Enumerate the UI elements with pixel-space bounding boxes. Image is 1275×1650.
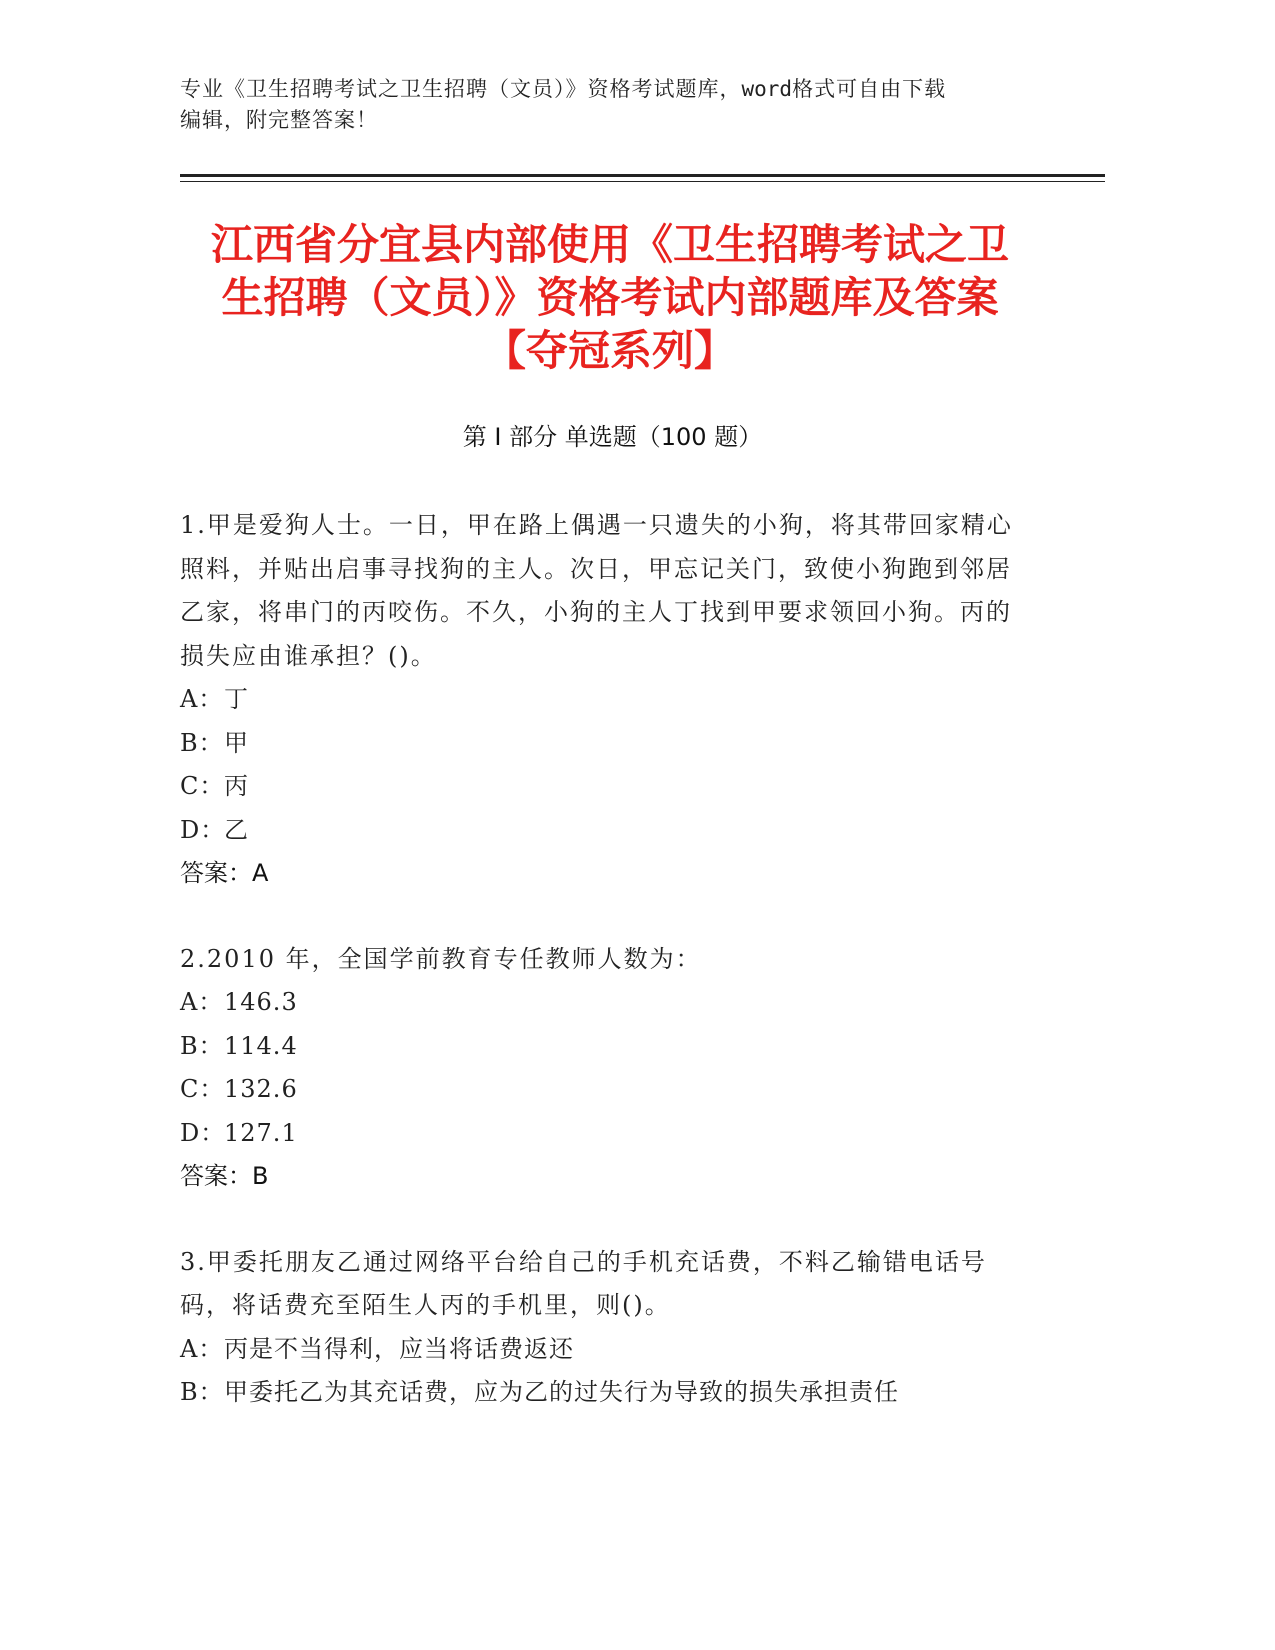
answer: 答案：B [180,1162,269,1190]
question-2 [180,938,1030,1199]
option-d [180,809,1030,853]
question-stem: 1.甲是爱狗人士。一日，甲在路上偶遇一只遗失的小狗，将其带回家精心照料，并贴出启事寻找狗的主人。次日，甲忘记关门，致使小狗跑到邻居乙家，将串门的丙咬伤。不久，小狗的主人丁找到甲要求领回小狗。丙的损失应由谁承担？()。 [180,511,1013,670]
header-note-line2: 编辑，附完整答案！ [180,108,378,132]
answer: 答案：A [180,859,269,887]
option-letter: B： [180,728,224,757]
option-b [180,1025,1030,1069]
option-letter: D： [180,1118,226,1147]
title-line-2: 生招聘（文员）》资格考试内部题库及答案 [221,273,999,322]
option-letter: B： [180,1378,224,1406]
option-d [180,1112,1030,1156]
option-b [180,722,1030,766]
option-text: 甲 [224,728,249,757]
question-stem: 2.2010 年，全国学前教育专任教师人数为： [180,944,702,973]
option-c [180,1068,1030,1112]
option-text: 132.6 [224,1075,298,1103]
header-note [180,74,1080,136]
option-a [180,1328,1030,1372]
option-a [180,981,1030,1025]
question-1 [180,504,1030,896]
title-line-3: 【夺冠系列】 [483,326,736,375]
option-b [180,1371,1030,1415]
option-letter: A： [180,685,224,713]
document-title [160,218,1060,377]
option-text: 146.3 [224,988,298,1016]
option-text: 114.4 [224,1031,298,1060]
question-stem: 3.甲委托朋友乙通过网络平台给自己的手机充话费，不料乙输错电话号码，将话费充至陌生人丙的手机里，则()。 [180,1247,987,1319]
option-letter: A： [180,1334,224,1363]
option-a [180,678,1030,722]
header-note-text: 专业《卫生招聘考试之卫生招聘（文员）》资格考试题库， [180,77,742,101]
option-letter: B： [180,1031,224,1060]
option-text: 甲委托乙为其充话费，应为乙的过失行为导致的损失承担责任 [224,1378,899,1406]
option-c [180,765,1030,809]
question-list [180,504,1030,1457]
option-text: 丙 [224,772,249,800]
header-note-word: word [741,77,793,101]
section-title: 第 I 部分 单选题（100 题） [462,423,763,451]
question-3 [180,1241,1030,1415]
option-letter: D： [180,815,226,844]
header-note-text-after: 格式可自由下载 [792,77,947,101]
option-text: 丙是不当得利，应当将话费返还 [224,1334,574,1363]
header-divider-thick [180,174,1105,177]
option-letter: C： [180,772,225,800]
option-letter: A： [180,988,224,1016]
option-text: 乙 [224,815,249,844]
option-letter: C： [180,1075,225,1103]
option-text: 丁 [224,685,249,713]
header-note-line1 [180,74,1080,105]
title-line-1: 江西省分宜县内部使用《卫生招聘考试之卫 [210,220,1009,269]
option-text: 127.1 [224,1118,298,1147]
header-divider-thin [180,181,1105,182]
